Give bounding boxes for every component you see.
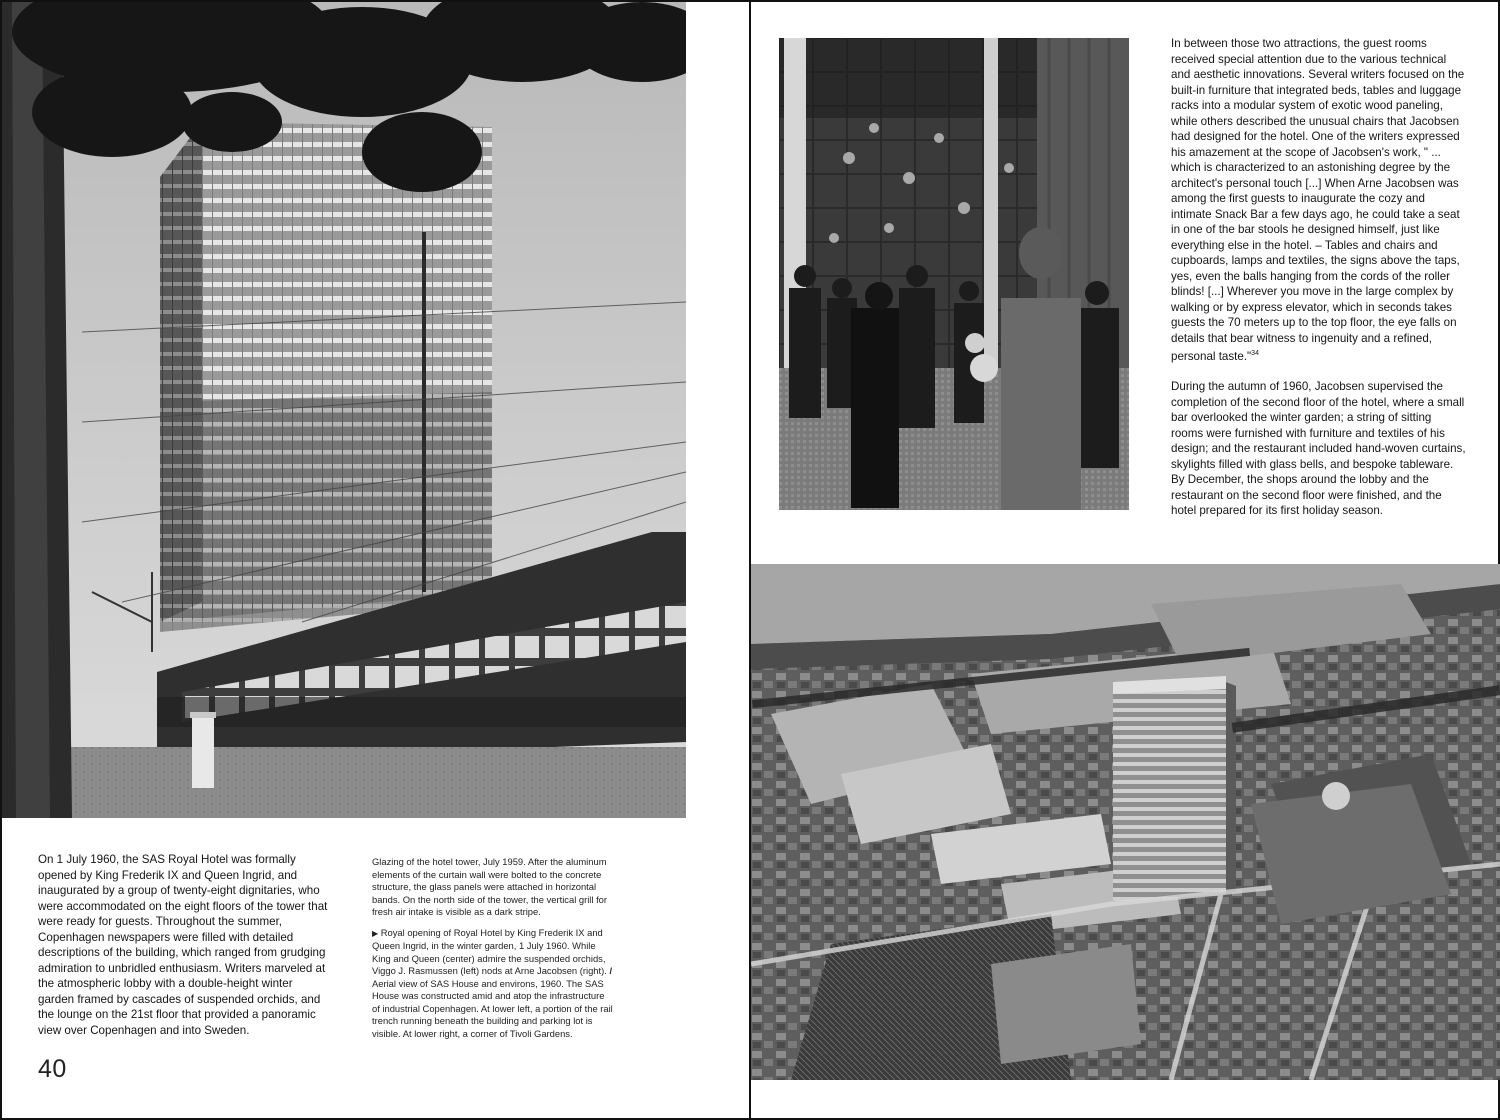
page-number: 40: [38, 1055, 67, 1083]
hotel-tower-illustration: [2, 2, 686, 818]
caption-separator: /: [609, 965, 613, 976]
caption-tower: Glazing of the hotel tower, July 1959. After the aluminum elements of the curtain wall were bolted to the concrete structure, the glass panels were attached in horizontal bands. On the north side of the tower, the vertical grill for fresh air intake is visible as a dark stripe.: [372, 856, 608, 917]
royal-opening-illustration: [779, 38, 1129, 510]
left-body-paragraph: On 1 July 1960, the SAS Royal Hotel was formally opened by King Frederik IX and Queen Ingrid, and inaugurated by a group of twenty-eight dignitaries, who were accommodated on the eight floors of the tower that were ready for guests. Throughout the summer, Copenhagen newspapers were filled with detailed descriptions of the building, which ranged from grudging admiration to unbridled enthusiasm. Writers marveled at the atmospheric lobby with a double-height winter garden framed by cascades of suspended orchids, and the lounge on the 21st floor that provided a panoramic view over Copenhagen and into Sweden.: [38, 853, 328, 1037]
aerial-view-illustration: [751, 564, 1500, 1080]
right-page: [750, 0, 1500, 1120]
right-body-paragraph-1: [1171, 36, 1466, 364]
caption-opening-and-aerial: [372, 927, 614, 1041]
left-body-text: [38, 852, 328, 1038]
right-body-text: [1171, 36, 1466, 519]
aerial-view-photo: [751, 564, 1500, 1080]
caption-opening: Royal opening of Royal Hotel by King Frederik IX and Queen Ingrid, in the winter garden, 1 July 1960. While King and Queen (center) admire the suspended orchids, Viggo J. Rasmussen (left) nods at Arne Jacobsen (right).: [372, 926, 607, 976]
quote-paragraph-text: In between those two attractions, the guest rooms received special attention due to the various technical and aesthetic innovations. Several writers focused on the built-in furniture that integrated beds, tables and luggage racks into a modular system of exotic wood paneling, while others described the unusual chairs that Jacobsen had designed for the hotel. One of the writers expressed his amazement at the scope of Jacobsen's work, " ... which is characterized to an astonishing degree by the architect's personal touch [...] When Arne Jacobsen was among the first guests to inaugurate the cozy and intimate Snack Bar a few days ago, he could take a seat in one of the bar stools he designed himself, just like everything else in the hotel. – Tables and chairs and cupboards, lamps and textiles, the signs above the taps, yes, even the balls hanging from the cords of the roller blinds! [...] Wherever you move in the large complex by walking or by express elevator, which in seconds takes guests the 70 meters up to the top floor, the eye falls on details that bear witness to ingenuity and a refined, personal taste.": [1171, 37, 1465, 363]
caption-aerial: Aerial view of SAS House and environs, 1960. The SAS House was constructed amid and atop the infrastructure of industrial Copenhagen. At lower left, a portion of the rail trench running beneath the building and parking lot is visible. At lower right, a corner of Tivoli Gardens.: [372, 977, 613, 1039]
hotel-tower-photo: [2, 2, 686, 818]
footnote-mark: 34: [1251, 350, 1259, 357]
photo-captions: [372, 856, 614, 1048]
royal-opening-photo: [779, 38, 1129, 510]
right-body-paragraph-2: During the autumn of 1960, Jacobsen supervised the completion of the second floor of the hotel, where a small bar overlooked the winter garden; a string of sitting rooms were furnished with furniture and textiles of his design; and the restaurant included hand-woven curtains, skylights filled with glass bells, and bespoke tableware. By December, the shops around the lobby and the restaurant on the second floor were finished, and the hotel prepared for its first holiday season.: [1171, 380, 1466, 518]
arrow-right-icon: ▶: [372, 928, 379, 938]
